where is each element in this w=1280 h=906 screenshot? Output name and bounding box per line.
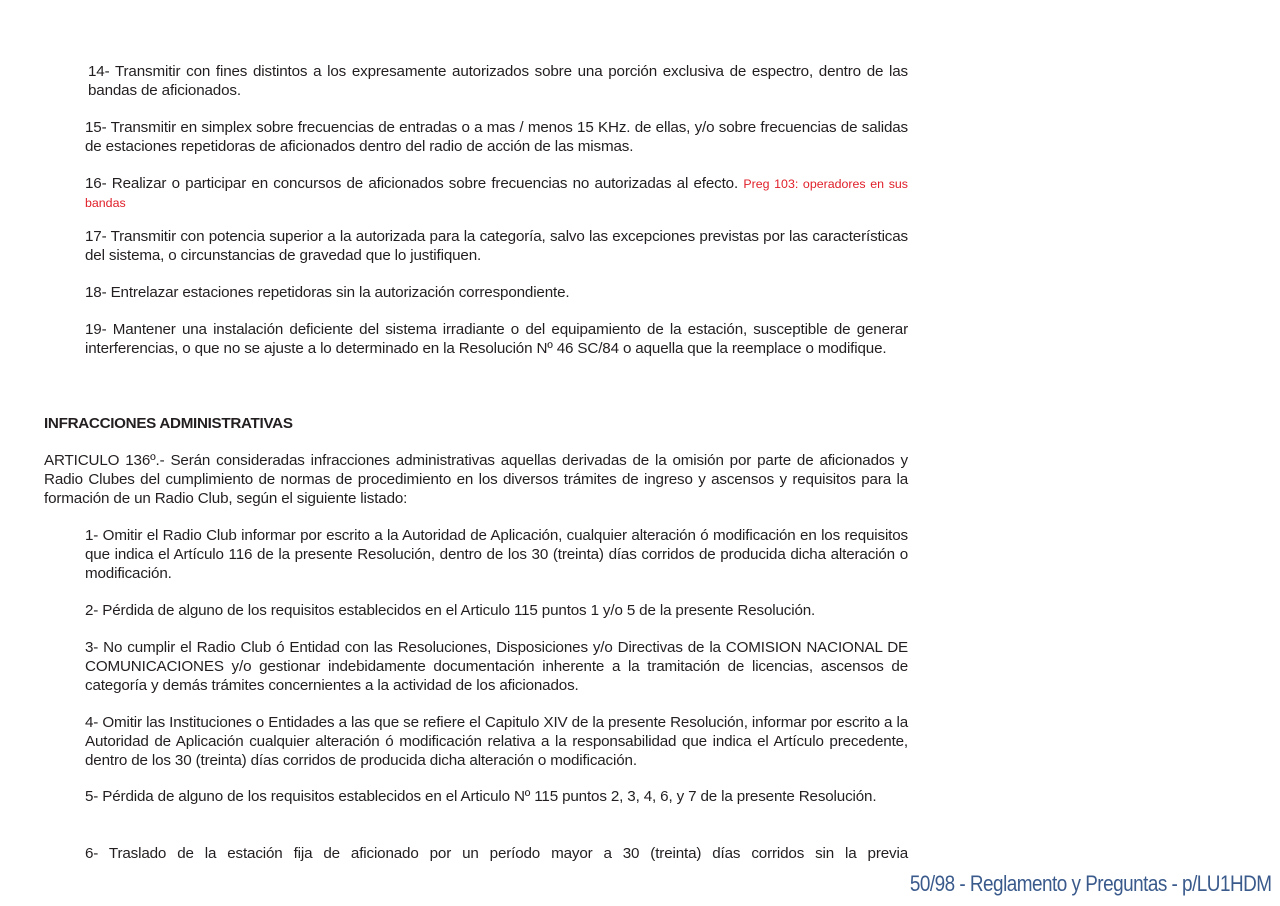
list-item-19: 19- Mantener una instalación deficiente del sistema irradiante o del equipamiento de la estación, susceptible de generar interferencias, o que no se ajuste a lo determinado en la Resolución Nº 46 SC/84 o aquella que la reemplace o modifique. <box>85 321 908 357</box>
admin-item-4: 4- Omitir las Instituciones o Entidades a las que se refiere el Capitulo XIV de la presente Resolución, informar por escrito a la Autoridad de Aplicación cualquier alteración ó modificación relativa a la responsabilidad que indica el Artículo precedente, dentro de los 30 (treinta) días corridos de producida dicha alteración o modificación. <box>85 714 908 769</box>
list-item-14: 14- Transmitir con fines distintos a los expresamente autorizados sobre una porción exclusiva de espectro, dentro de las bandas de aficionados. <box>88 63 908 99</box>
list-item-16-text: 16- Realizar o participar en concursos de aficionados sobre frecuencias no autorizadas al efecto. <box>85 175 744 192</box>
list-item-17: 17- Transmitir con potencia superior a la autorizada para la categoría, salvo las excepciones previstas por las características del sistema, o circunstancias de gravedad que lo justifiquen. <box>85 228 908 264</box>
question-reference-note: Preg 103: operadores en sus bandas <box>85 177 909 210</box>
admin-item-1: 1- Omitir el Radio Club informar por escrito a la Autoridad de Aplicación, cualquier alteración ó modificación en los requisitos que indica el Artículo 116 de la presente Resolución, dentro de los 30 (treinta) días corridos de producida dicha alteración o modificación. <box>85 527 908 582</box>
list-item-15: 15- Transmitir en simplex sobre frecuencias de entradas o a mas / menos 15 KHz. de ellas, y/o sobre frecuencias de salidas de estaciones repetidoras de aficionados dentro del radio de acción de las mismas. <box>85 119 908 155</box>
section-heading: INFRACCIONES ADMINISTRATIVAS <box>44 415 293 432</box>
list-item-16 <box>85 175 908 213</box>
list-item-18: 18- Entrelazar estaciones repetidoras sin la autorización correspondiente. <box>85 284 570 301</box>
admin-item-2: 2- Pérdida de alguno de los requisitos establecidos en el Articulo 115 puntos 1 y/o 5 de la presente Resolución. <box>85 602 816 619</box>
admin-item-3: 3- No cumplir el Radio Club ó Entidad con las Resoluciones, Disposiciones y/o Directivas de la COMISION NACIONAL DE COMUNICACIONES y/o gestionar indebidamente documentación inherente a la tramitación de licencias, ascensos de categoría y demás trámites concernientes a la actividad de los aficionados. <box>85 639 908 694</box>
page-footer: 50/98 - Reglamento y Preguntas - p/LU1HDM <box>910 871 1272 896</box>
admin-item-5: 5- Pérdida de alguno de los requisitos establecidos en el Articulo Nº 115 puntos 2, 3, 4, 6, y 7 de la presente Resolución. <box>85 788 877 805</box>
admin-item-6: 6- Traslado de la estación fija de aficionado por un período mayor a 30 (treinta) días corridos sin la previa <box>85 845 908 862</box>
article-136: ARTICULO 136º.- Serán consideradas infracciones administrativas aquellas derivadas de la omisión por parte de aficionados y Radio Clubes del cumplimiento de normas de procedimiento en los diversos trámites de ingreso y ascensos y requisitos para la formación de un Radio Club, según el siguiente listado: <box>44 452 908 507</box>
